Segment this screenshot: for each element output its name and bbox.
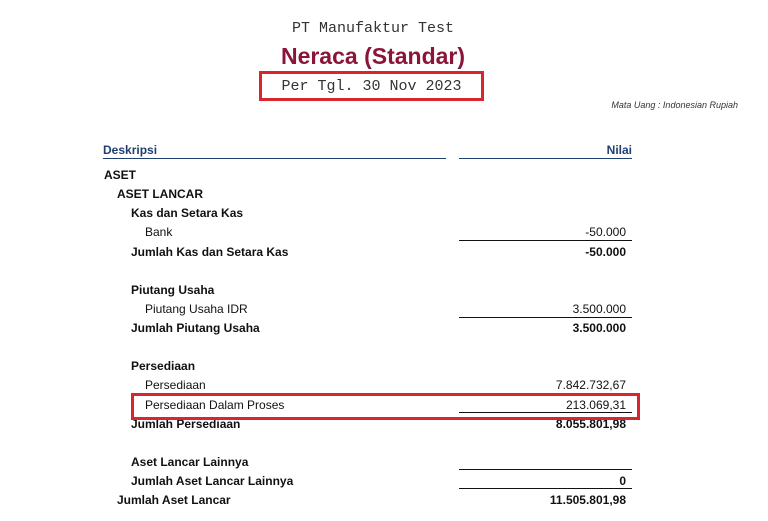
row-value: 0	[619, 474, 626, 488]
row-persediaan	[0, 377, 768, 393]
currency-note: Mata Uang : Indonesian Rupiah	[611, 100, 738, 110]
row-bank	[0, 224, 768, 240]
row-lainnya-header	[0, 454, 768, 470]
subtotal-line	[459, 317, 632, 318]
row-label: Persediaan	[131, 359, 196, 373]
row-label: Aset Lancar Lainnya	[131, 455, 249, 469]
row-label: Jumlah Persediaan	[131, 417, 241, 431]
subtotal-line	[459, 488, 632, 489]
row-label: Piutang Usaha IDR	[145, 302, 248, 316]
row-value: -50.000	[585, 245, 626, 259]
column-header-value: Nilai	[459, 143, 632, 159]
row-value: 3.500.000	[572, 321, 626, 335]
row-label: Bank	[145, 225, 173, 239]
row-label: Jumlah Piutang Usaha	[131, 321, 260, 335]
row-value: 213.069,31	[565, 398, 626, 412]
row-piutang-idr	[0, 301, 768, 317]
highlight-box	[131, 393, 640, 420]
row-lainnya-total	[0, 473, 768, 489]
row-value: 8.055.801,98	[555, 417, 626, 431]
row-aset-lancar	[0, 186, 768, 202]
report-title: Neraca (Standar)	[280, 43, 466, 69]
row-value: 3.500.000	[572, 302, 626, 316]
row-label: Kas dan Setara Kas	[131, 206, 244, 220]
row-value: 11.505.801,98	[549, 493, 626, 507]
row-label: ASET	[104, 168, 137, 182]
row-label: Jumlah Aset Lancar Lainnya	[131, 474, 294, 488]
subtotal-line	[459, 240, 632, 241]
report-date: Per Tgl. 30 Nov 2023	[259, 71, 484, 101]
company-name: PT Manufaktur Test	[291, 20, 455, 37]
row-piutang-total	[0, 320, 768, 336]
row-piutang-header	[0, 282, 768, 298]
row-label: Persediaan Dalam Proses	[145, 398, 285, 412]
row-aset-lancar-total	[0, 492, 768, 508]
row-label: Piutang Usaha	[131, 283, 215, 297]
column-header-description: Deskripsi	[103, 143, 446, 159]
row-kas-header	[0, 205, 768, 221]
row-value: 7.842.732,67	[555, 378, 626, 392]
row-kas-total	[0, 244, 768, 260]
row-label: Persediaan	[145, 378, 206, 392]
row-label: Jumlah Aset Lancar	[117, 493, 231, 507]
row-persediaan-header	[0, 358, 768, 374]
subtotal-line	[459, 469, 632, 470]
row-aset	[0, 167, 768, 183]
row-label: Jumlah Kas dan Setara Kas	[131, 245, 289, 259]
row-value: -50.000	[585, 225, 626, 239]
row-label: ASET LANCAR	[117, 187, 203, 201]
